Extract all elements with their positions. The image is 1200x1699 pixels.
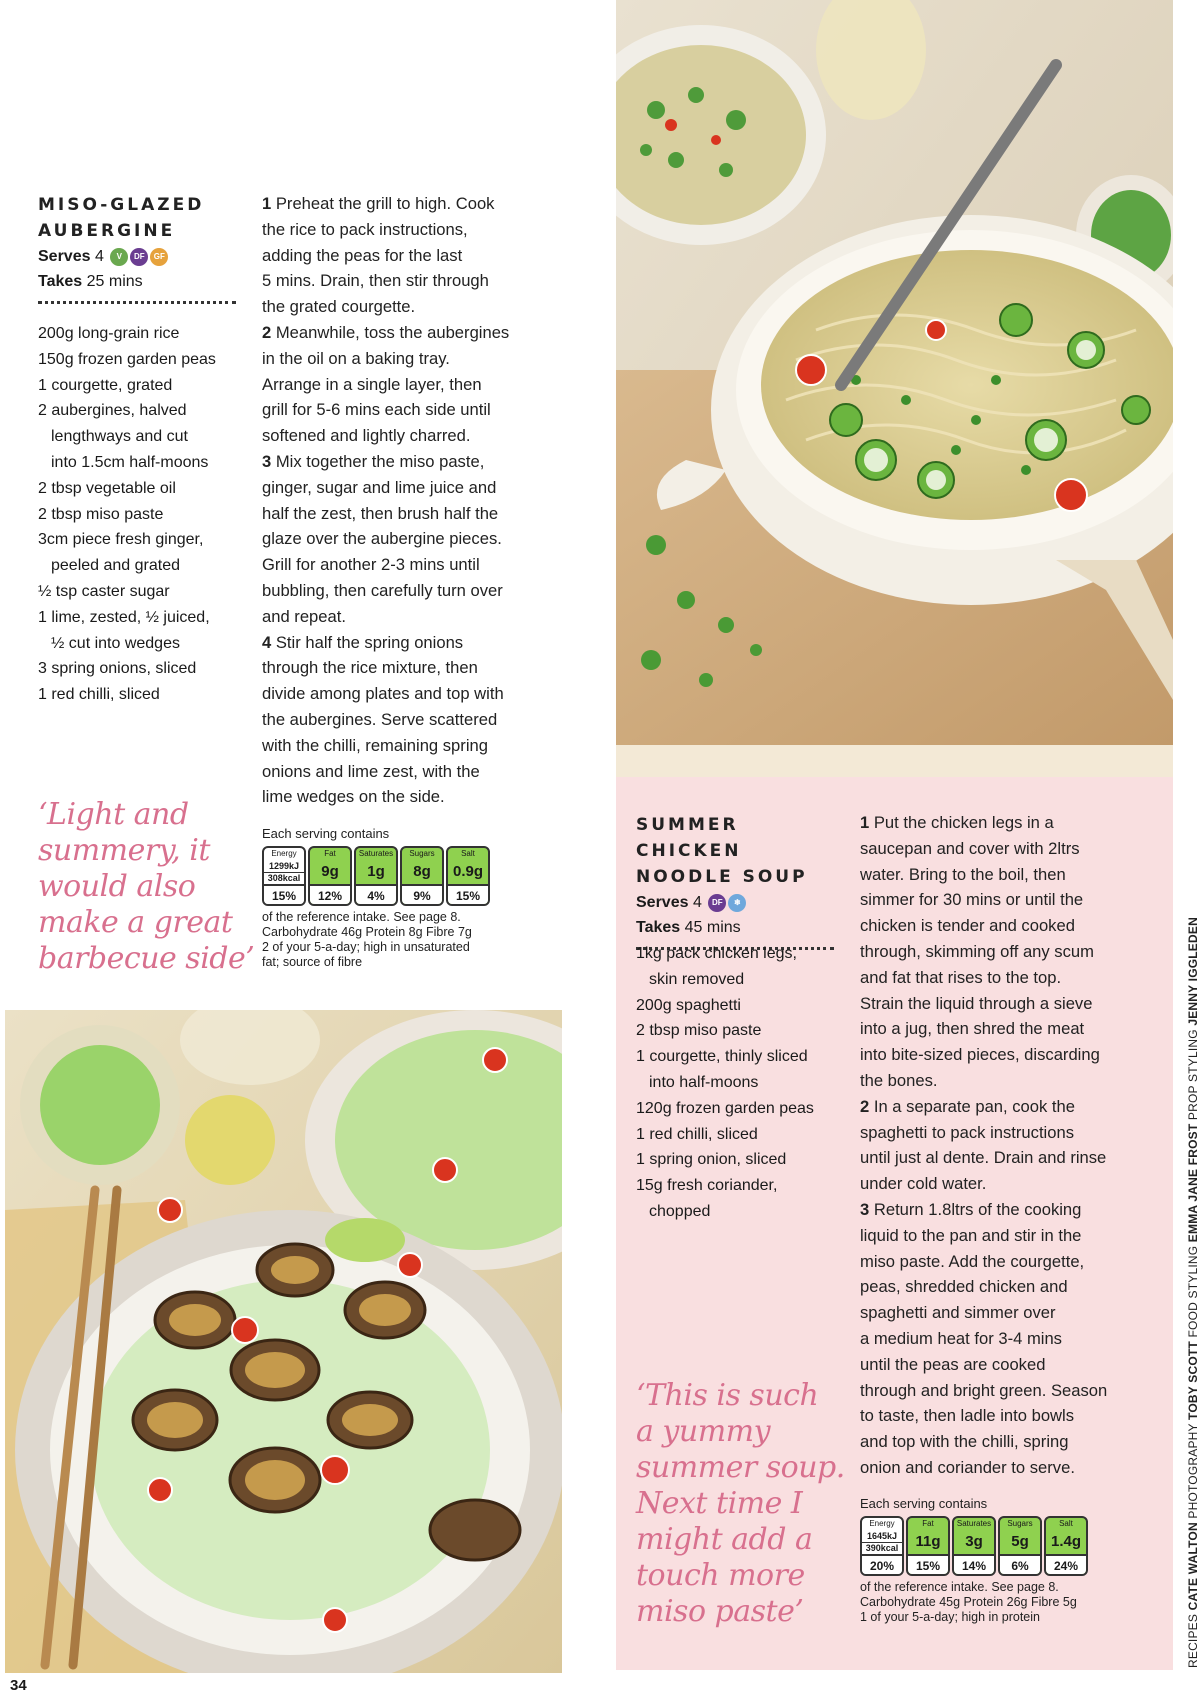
ingredient-item	[38, 398, 248, 475]
quote-line: touch more	[636, 1558, 805, 1593]
credit-photo-name: TOBY SCOTT	[1186, 1341, 1200, 1420]
quote-line: summer soup.	[636, 1450, 845, 1485]
nutrient-percent: 15%	[908, 1554, 948, 1576]
step-line: through, skimming off any scum	[860, 941, 1094, 961]
credit-prop-name: JENNY IGGLEDEN	[1186, 917, 1200, 1026]
nutrient-label: Sugars	[409, 849, 435, 858]
ingredient-text: 1 red chilli, sliced	[636, 1125, 758, 1143]
step-number: 1	[262, 194, 272, 213]
energy-kcal: 308kcal	[267, 873, 301, 883]
quote-line: Next time I	[636, 1486, 803, 1521]
recipe2-nutrition	[860, 1496, 1160, 1625]
step-line: half the zest, then brush half the	[262, 503, 499, 523]
step-line: bubbling, then carefully turn over	[262, 580, 503, 600]
credit-food-name: EMMA JANE FROST	[1186, 1123, 1200, 1243]
recipe1-method	[262, 191, 552, 810]
step-line: miso paste. Add the courgette,	[860, 1251, 1085, 1271]
step-line: In a separate pan, cook the	[873, 1096, 1075, 1116]
ingredient-continuation: into half-moons	[649, 1073, 759, 1091]
energy-kj: 1299kJ	[264, 861, 304, 873]
takes-value: 45 mins	[684, 919, 741, 936]
nutrition-saturates	[952, 1516, 996, 1576]
ingredient-item	[636, 941, 846, 993]
freezable-badge-icon: ❄	[728, 894, 746, 912]
ingredient-text: 1 courgette, grated	[38, 376, 173, 394]
step-line: Stir half the spring onions	[275, 632, 464, 652]
quote-line: a yummy	[636, 1414, 771, 1449]
ingredient-continuation: into 1.5cm half-moons	[51, 453, 209, 471]
step-line: with the chilli, remaining spring	[262, 735, 488, 755]
step-line: spaghetti to pack instructions	[860, 1122, 1074, 1142]
method-step	[860, 810, 1150, 1094]
recipe2-title-line1: SUMMER CHICKEN	[636, 815, 742, 861]
ingredient-text: 2 tbsp vegetable oil	[38, 479, 176, 497]
recipe2-method	[860, 810, 1150, 1481]
aubergine-illustration	[5, 1010, 562, 1673]
nutrient-percent: 9%	[402, 884, 442, 906]
nutrition-heading: Each serving contains	[860, 1496, 988, 1511]
nutrient-percent: 15%	[448, 884, 488, 906]
dairy-free-badge-icon: DF	[708, 894, 726, 912]
step-line: divide among plates and top with	[262, 684, 504, 704]
nutrition-salt	[446, 846, 490, 906]
recipe2-ingredients	[636, 941, 846, 1225]
ingredient-item	[636, 1173, 846, 1225]
ingredient-item	[38, 605, 248, 657]
quote-line: miso paste’	[636, 1594, 804, 1629]
ingredient-continuation: peeled and grated	[51, 557, 180, 575]
ingredient-item	[636, 1018, 846, 1044]
energy-kcal: 390kcal	[865, 1543, 899, 1553]
energy-values	[862, 1530, 902, 1554]
noodle-soup-illustration	[616, 0, 1173, 777]
step-line: onion and coriander to serve.	[860, 1457, 1075, 1477]
serves-value: 4	[692, 894, 702, 911]
nutrition-footer-line: fat; source of fibre	[262, 955, 363, 969]
step-line: through and bright green. Season	[860, 1380, 1108, 1400]
method-step	[860, 1094, 1150, 1197]
recipe1-nutrition	[262, 826, 562, 970]
ingredient-item	[38, 476, 248, 502]
step-number: 3	[262, 451, 272, 471]
step-line: Return 1.8ltrs of the cooking	[873, 1199, 1082, 1219]
step-line: through the rice mixture, then	[262, 658, 478, 678]
step-line: and fat that rises to the top.	[860, 967, 1062, 987]
ingredient-item	[636, 993, 846, 1019]
nutrition-energy	[860, 1516, 904, 1576]
step-line: the rice to pack instructions,	[262, 219, 468, 239]
method-step	[860, 1197, 1150, 1481]
nutrition-footer-line: Carbohydrate 46g Protein 8g Fibre 7g	[262, 925, 472, 939]
nutrition-footer-line: of the reference intake. See page 8.	[262, 910, 461, 924]
energy-percent: 20%	[862, 1554, 902, 1576]
nutrient-percent: 4%	[356, 884, 396, 906]
credit-food-label: FOOD STYLING	[1186, 1245, 1200, 1338]
step-line: into a jug, then shred the meat	[860, 1019, 1085, 1039]
ingredient-text: 200g long-grain rice	[38, 325, 180, 342]
step-line: softened and lightly charred.	[262, 426, 471, 446]
ingredient-text: 1 red chilli, sliced	[38, 686, 160, 704]
nutrient-value: 1.4g	[1050, 1533, 1081, 1550]
recipe1-takes	[38, 269, 238, 294]
nutrition-salt	[1044, 1516, 1088, 1576]
step-line: liquid to the pan and stir in the	[860, 1225, 1082, 1245]
takes-label: Takes	[38, 273, 83, 290]
recipe2-header	[636, 812, 836, 950]
step-line: Put the chicken legs in a	[873, 813, 1054, 832]
nutrition-sugars	[400, 846, 444, 906]
step-line: the bones.	[860, 1070, 938, 1090]
serves-label: Serves	[636, 894, 689, 911]
method-step	[262, 191, 552, 320]
ingredient-text: 200g spaghetti	[636, 996, 741, 1014]
step-line: spaghetti and simmer over	[860, 1303, 1056, 1323]
step-line: the aubergines. Serve scattered	[262, 709, 498, 729]
ingredient-continuation: lengthways and cut	[51, 428, 188, 446]
ingredient-text: ½ tsp caster sugar	[38, 582, 170, 600]
nutrient-percent: 24%	[1046, 1554, 1086, 1576]
step-line: to taste, then ladle into bowls	[860, 1406, 1075, 1426]
step-line: Meanwhile, toss the aubergines	[275, 322, 510, 342]
recipe1-title-line2: AUBERGINE	[38, 221, 176, 241]
divider	[38, 298, 236, 304]
step-line: into bite-sized pieces, discarding	[860, 1045, 1100, 1065]
vegetarian-badge-icon: V	[110, 248, 128, 266]
energy-kj: 1645kJ	[862, 1531, 902, 1543]
step-line: until just al dente. Drain and rinse	[860, 1148, 1107, 1168]
recipe2-takes	[636, 915, 836, 940]
step-line: in the oil on a baking tray.	[262, 348, 450, 368]
quote-line: summery, it	[38, 833, 210, 868]
ingredient-text: 120g frozen garden peas	[636, 1099, 814, 1117]
recipe1-title-line1: MISO-GLAZED	[38, 195, 205, 215]
nutrient-label: Saturates	[358, 849, 394, 858]
nutrient-label: Fat	[324, 849, 336, 858]
nutrition-footer-line: of the reference intake. See page 8.	[860, 1580, 1059, 1594]
step-line: glaze over the aubergine pieces.	[262, 529, 502, 549]
recipe1-ingredients	[38, 321, 248, 708]
ingredient-text: 150g frozen garden peas	[38, 350, 216, 368]
ingredient-item	[636, 1044, 846, 1096]
step-line: saucepan and cover with 2ltrs	[860, 838, 1080, 858]
nutrient-label: Fat	[922, 1519, 934, 1528]
method-step	[262, 630, 552, 811]
nutrient-label: Salt	[461, 849, 475, 858]
nutrient-value: 3g	[965, 1533, 983, 1550]
method-step	[262, 449, 552, 630]
nutrient-value: 1g	[367, 863, 385, 880]
quote-line: make a great	[38, 905, 233, 940]
step-line: simmer for 30 mins or until the	[860, 890, 1084, 910]
quote-line: barbecue side’	[38, 941, 255, 976]
gluten-free-badge-icon: GF	[150, 248, 168, 266]
serves-label: Serves	[38, 248, 91, 265]
noodle-soup-photo	[616, 0, 1173, 777]
credit-recipes-label: RECIPES	[1186, 1613, 1200, 1668]
step-line: the grated courgette.	[262, 297, 416, 317]
energy-percent: 15%	[264, 884, 304, 906]
ingredient-text: 3cm piece fresh ginger,	[38, 531, 204, 549]
step-line: Grill for another 2-3 mins until	[262, 555, 480, 575]
step-line: and repeat.	[262, 606, 346, 626]
nutrient-label: Salt	[1059, 1519, 1073, 1528]
energy-label: Energy	[271, 849, 297, 858]
ingredient-item	[636, 1147, 846, 1173]
step-line: lime wedges on the side.	[262, 787, 445, 807]
step-line: Strain the liquid through a sieve	[860, 993, 1093, 1013]
serves-value: 4	[94, 248, 104, 265]
ingredient-item	[38, 321, 248, 347]
step-line: 5 mins. Drain, then stir through	[262, 271, 489, 291]
credit-photo-label: PHOTOGRAPHY	[1186, 1423, 1200, 1519]
step-number: 4	[262, 632, 272, 652]
nutrient-label: Sugars	[1007, 1519, 1033, 1528]
takes-value: 25 mins	[86, 273, 143, 290]
recipe2-serves	[636, 890, 836, 915]
step-line: peas, shredded chicken and	[860, 1277, 1068, 1297]
nutrient-value: 5g	[1011, 1533, 1029, 1550]
ingredient-item	[636, 1122, 846, 1148]
energy-label: Energy	[869, 1519, 895, 1528]
ingredient-item	[636, 1096, 846, 1122]
quote-line: might add a	[636, 1522, 813, 1557]
step-line: ginger, sugar and lime juice and	[262, 477, 497, 497]
step-line: until the peas are cooked	[860, 1354, 1046, 1374]
ingredient-item	[38, 347, 248, 373]
ingredient-item	[38, 373, 248, 399]
nutrition-table	[262, 846, 562, 906]
nutrient-value: 8g	[413, 863, 431, 880]
takes-label: Takes	[636, 919, 681, 936]
step-line: grill for 5-6 mins each side until	[262, 400, 491, 420]
ingredient-text: 3 spring onions, sliced	[38, 660, 197, 678]
ingredient-text: 2 tbsp miso paste	[38, 505, 164, 523]
nutrition-footer	[262, 910, 562, 970]
ingredient-item	[38, 527, 248, 579]
energy-values	[264, 860, 304, 884]
nutrition-table	[860, 1516, 1160, 1576]
nutrition-footer-line: 2 of your 5-a-day; high in unsaturated	[262, 940, 470, 954]
recipe1-quote	[38, 797, 258, 977]
ingredient-item	[38, 656, 248, 682]
step-line: Arrange in a single layer, then	[262, 374, 482, 394]
ingredient-item	[38, 579, 248, 605]
ingredient-continuation: chopped	[649, 1202, 711, 1220]
recipe1-serves	[38, 244, 238, 269]
nutrient-percent: 14%	[954, 1554, 994, 1576]
nutrition-footer	[860, 1580, 1160, 1625]
step-line: Mix together the miso paste,	[275, 451, 485, 471]
recipe2-quote	[636, 1378, 856, 1630]
quote-line: ‘Light and	[38, 797, 189, 832]
step-line: and top with the chilli, spring	[860, 1432, 1069, 1452]
nutrient-percent: 6%	[1000, 1554, 1040, 1576]
step-number: 1	[860, 813, 870, 832]
nutrient-value: 11g	[915, 1533, 941, 1550]
nutrition-fat	[308, 846, 352, 906]
step-line: a medium heat for 3-4 mins	[860, 1328, 1062, 1348]
nutrition-footer-line: 1 of your 5-a-day; high in protein	[860, 1610, 1040, 1624]
nutrition-footer-line: Carbohydrate 45g Protein 26g Fibre 5g	[860, 1595, 1077, 1609]
nutrient-value: 9g	[321, 863, 339, 880]
nutrition-fat	[906, 1516, 950, 1576]
ingredient-item	[38, 682, 248, 708]
ingredient-text: 1 spring onion, sliced	[636, 1151, 787, 1169]
step-line: under cold water.	[860, 1174, 987, 1194]
ingredient-text: 15g fresh coriander,	[636, 1177, 778, 1195]
ingredient-text: 1kg pack chicken legs,	[636, 945, 797, 962]
ingredient-text: 1 lime, zested, ½ juiced,	[38, 608, 210, 626]
dairy-free-badge-icon: DF	[130, 248, 148, 266]
aubergine-photo	[5, 1010, 562, 1673]
step-number: 2	[262, 322, 272, 342]
method-step	[262, 320, 552, 449]
recipe2-title-line2: NOODLE SOUP	[636, 867, 808, 887]
ingredient-continuation: ½ cut into wedges	[51, 634, 180, 652]
nutrition-saturates	[354, 846, 398, 906]
ingredient-text: 2 aubergines, halved	[38, 402, 187, 420]
nutrition-heading: Each serving contains	[262, 826, 390, 841]
recipe1-header	[38, 192, 238, 304]
ingredient-item	[38, 502, 248, 528]
credit-prop-label: PROP STYLING	[1186, 1029, 1200, 1121]
ingredient-text: 2 tbsp miso paste	[636, 1022, 762, 1040]
nutrient-label: Saturates	[956, 1519, 992, 1528]
quote-line: ‘This is such	[636, 1378, 819, 1413]
step-line: onions and lime zest, with the	[262, 761, 480, 781]
photo-credits	[1186, 917, 1200, 1668]
quote-line: would also	[38, 869, 196, 904]
nutrition-sugars	[998, 1516, 1042, 1576]
step-line: chicken is tender and cooked	[860, 916, 1075, 936]
page-number: 34	[10, 1677, 27, 1694]
ingredient-continuation: skin removed	[649, 970, 745, 988]
step-line: water. Bring to the boil, then	[860, 864, 1066, 884]
nutrition-energy	[262, 846, 306, 906]
step-number: 3	[860, 1199, 870, 1219]
nutrient-value: 0.9g	[452, 863, 483, 880]
nutrient-percent: 12%	[310, 884, 350, 906]
ingredient-text: 1 courgette, thinly sliced	[636, 1048, 808, 1066]
step-number: 2	[860, 1096, 870, 1116]
step-line: Preheat the grill to high. Cook	[275, 194, 495, 213]
credit-recipes-name: CATE WALTON	[1186, 1522, 1200, 1611]
step-line: adding the peas for the last	[262, 245, 463, 265]
